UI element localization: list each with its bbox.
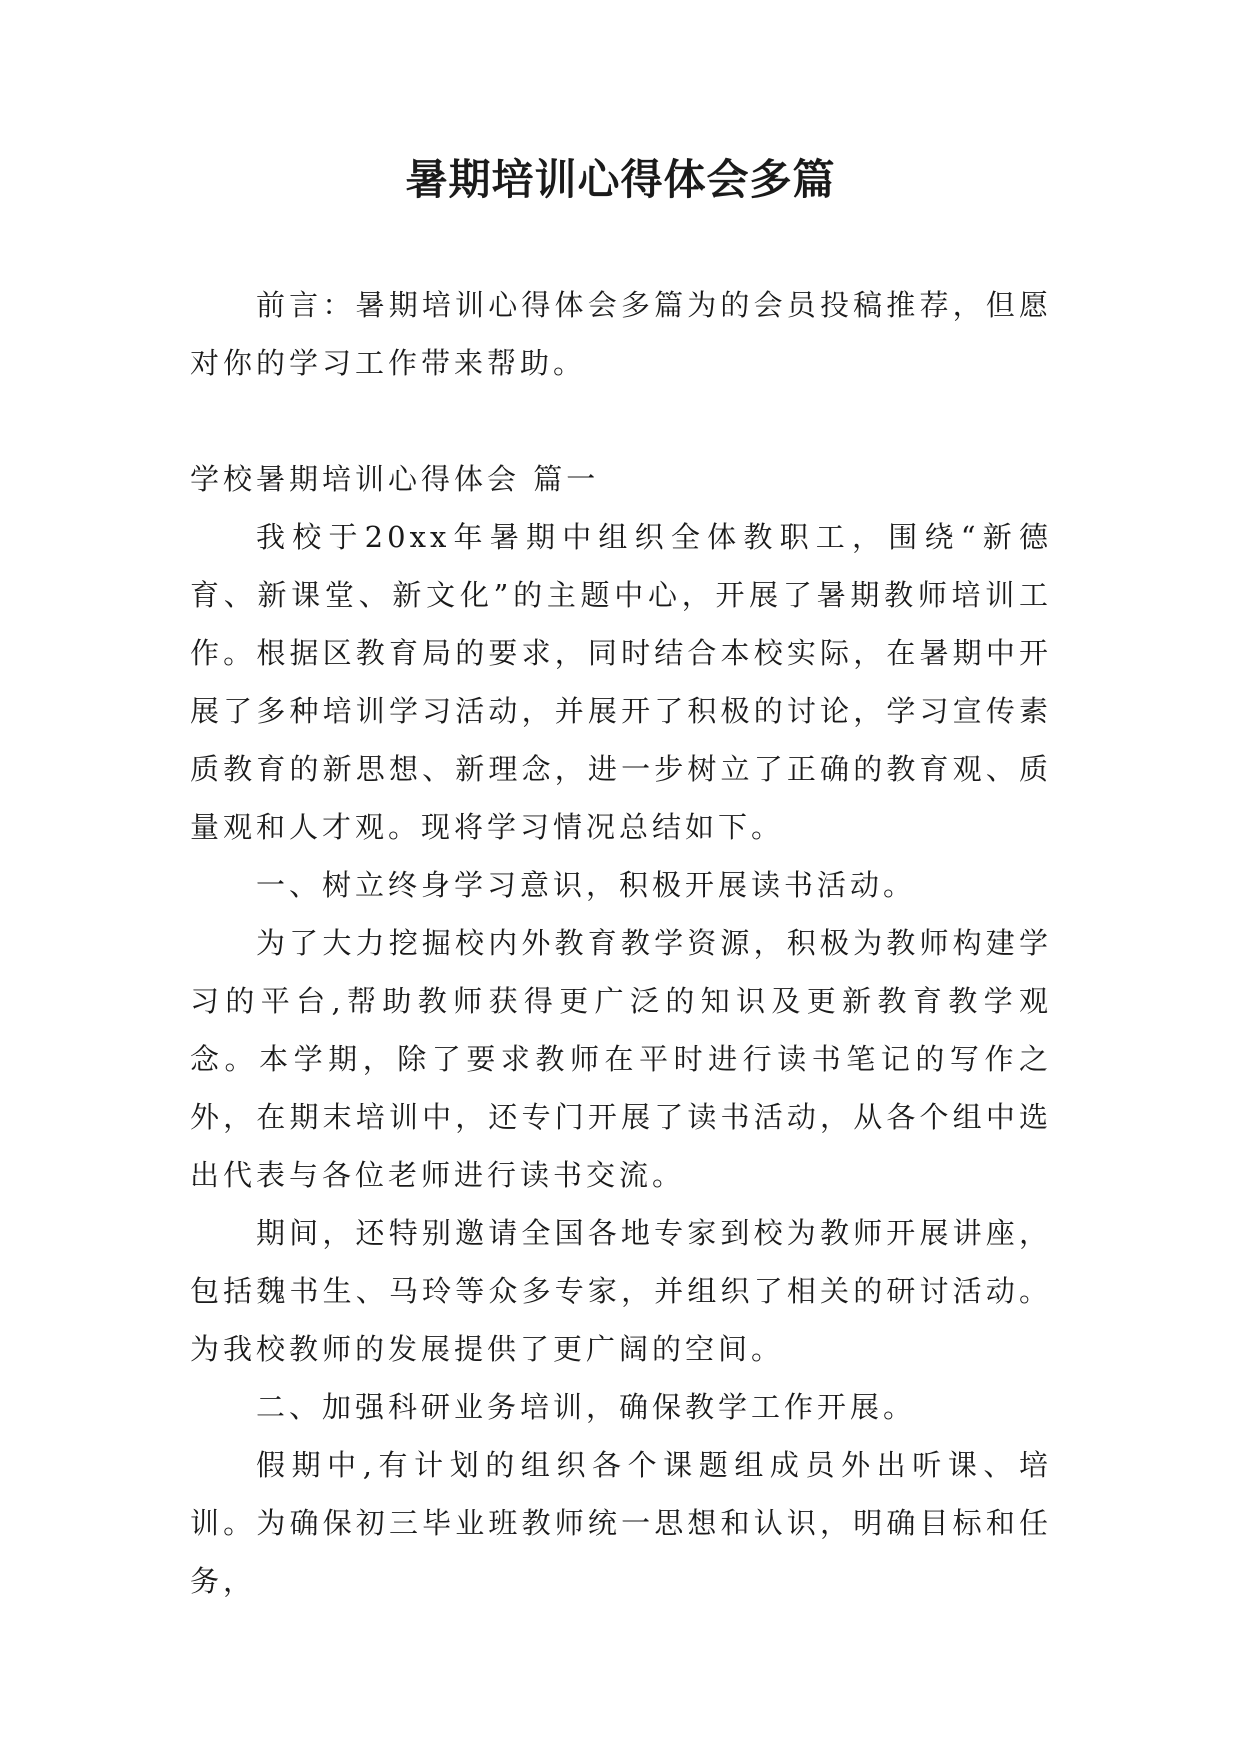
body-paragraph: 期间，还特别邀请全国各地专家到校为教师开展讲座，包括魏书生、马玲等众多专家，并组织了相关的研讨活动。为我校教师的发展提供了更广阔的空间。	[190, 1216, 1052, 1366]
subheading-paragraph: 二、加强科研业务培训，确保教学工作开展。	[256, 1390, 917, 1424]
preface-paragraph: 前言：暑期培训心得体会多篇为的会员投稿推荐，但愿对你的学习工作带来帮助。	[190, 288, 1052, 380]
body-paragraph: 为了大力挖掘校内外教育教学资源，积极为教师构建学习的平台,帮助教师获得更广泛的知识及更新教育教学观念。本学期，除了要求教师在平时进行读书笔记的写作之外，在期末培训中，还专门开展了读书活动，从各个组中选出代表与各位老师进行读书交流。	[190, 926, 1052, 1192]
section-heading: 学校暑期培训心得体会 篇一	[190, 462, 600, 496]
document-title: 暑期培训心得体会多篇	[405, 155, 836, 204]
body-paragraph: 假期中,有计划的组织各个课题组成员外出听课、培训。为确保初三毕业班教师统一思想和认识，明确目标和任务，	[190, 1448, 1052, 1598]
subheading-paragraph: 一、树立终身学习意识，积极开展读书活动。	[256, 868, 917, 902]
document-body	[190, 276, 1052, 1610]
body-paragraph: 我校于20xx年暑期中组织全体教职工，围绕“新德育、新课堂、新文化”的主题中心，开展了暑期教师培训工作。根据区教育局的要求，同时结合本校实际，在暑期中开展了多种培训学习活动，并展开了积极的讨论，学习宣传素质教育的新思想、新理念，进一步树立了正确的教育观、质量观和人才观。现将学习情况总结如下。	[190, 520, 1052, 844]
